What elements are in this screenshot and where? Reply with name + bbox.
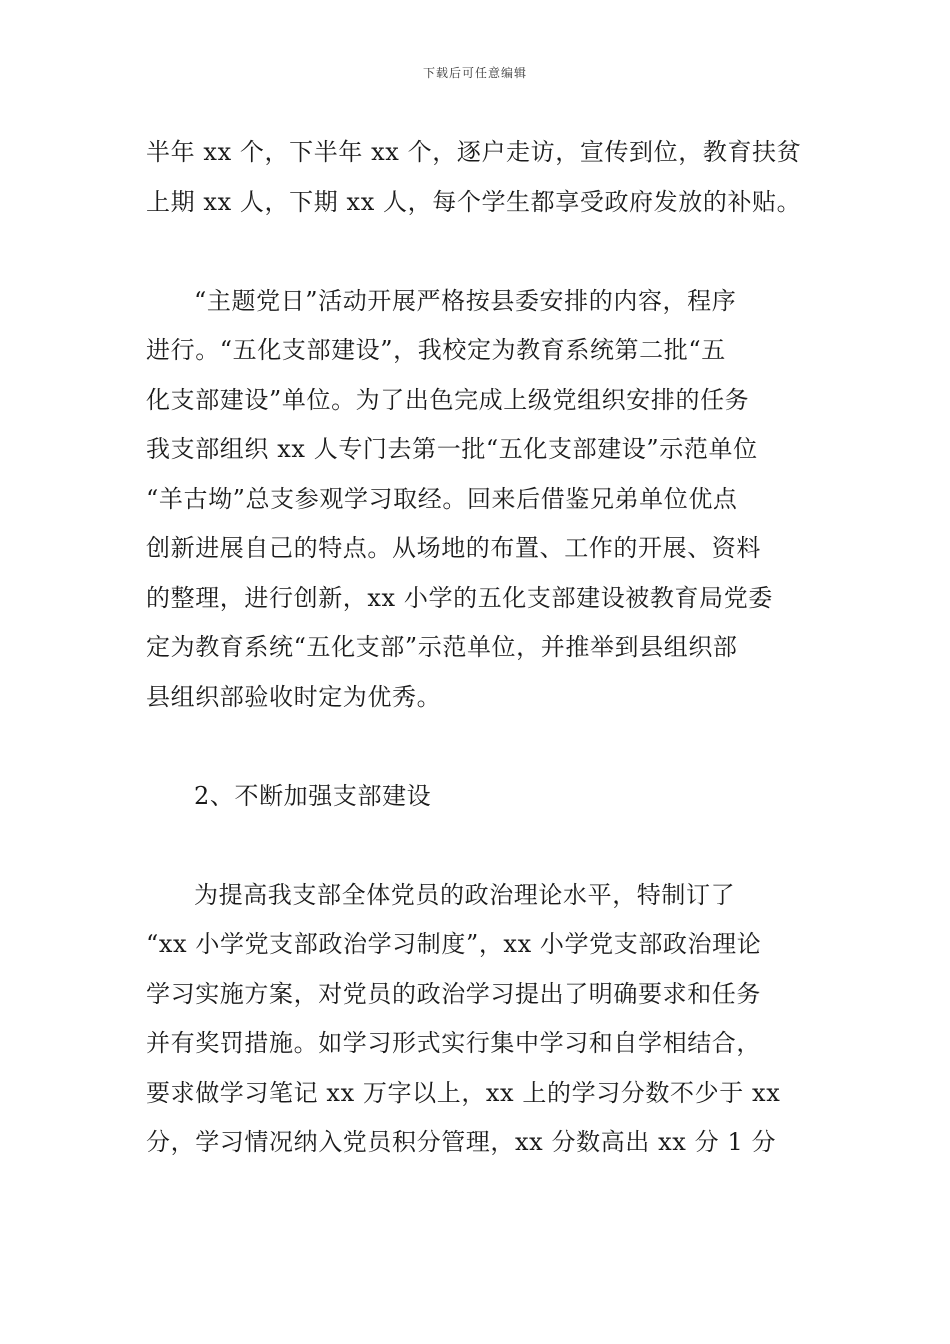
text-line: 定为教育系统“五化支部”示范单位，并推举到县组织部 xyxy=(146,633,738,661)
text-line: “主题党日”活动开展严格按县委安排的内容，程序 xyxy=(194,286,737,315)
section-heading-text: 2、不断加强支部建设 xyxy=(194,781,432,810)
text-line: 分，学习情况纳入党员积分管理，xx 分数高出 xx 分 1 分 xyxy=(146,1128,777,1156)
paragraph-theme-party-day xyxy=(146,277,816,723)
text-line: “xx 小学党支部政治学习制度”，xx 小学党支部政治理论 xyxy=(146,930,762,958)
text-line: 县组织部验收时定为优秀。 xyxy=(146,682,442,711)
text-line: 上期 xx 人，下期 xx 人，每个学生都享受政府发放的补贴。 xyxy=(146,187,802,216)
text-line: 并有奖罚措施。如学习形式实行集中学习和自学相结合， xyxy=(146,1029,761,1057)
text-line: 学习实施方案，对党员的政治学习提出了明确要求和任务 xyxy=(146,979,761,1008)
paragraph-poverty-relief xyxy=(146,128,816,227)
document-body xyxy=(146,128,816,1168)
text-line: 半年 xx 个，下半年 xx 个，逐户走访，宣传到位，教育扶贫 xyxy=(146,138,802,166)
paragraph-gap xyxy=(146,227,816,277)
text-line: 我支部组织 xx 人专门去第一批“五化支部建设”示范单位 xyxy=(146,435,758,463)
text-line: 的整理，进行创新，xx 小学的五化支部建设被教育局党委 xyxy=(146,583,773,612)
section-heading xyxy=(146,772,816,822)
text-line: 要求做学习笔记 xx 万字以上，xx 上的学习分数不少于 xx xyxy=(146,1078,781,1107)
text-line: 为提高我支部全体党员的政治理论水平，特制订了 xyxy=(194,880,736,909)
text-line: “羊古坳”总支参观学习取经。回来后借鉴兄弟单位优点 xyxy=(146,484,738,513)
paragraph-gap xyxy=(146,821,816,871)
page-header: 下载后可任意编辑 xyxy=(422,66,527,80)
paragraph-political-study xyxy=(146,871,816,1168)
text-line: 创新进展自己的特点。从场地的布置、工作的开展、资料 xyxy=(146,534,761,562)
paragraph-gap xyxy=(146,722,816,772)
text-line: 进行。“五化支部建设”，我校定为教育系统第二批“五 xyxy=(146,336,726,364)
text-line: 化支部建设”单位。为了出色完成上级党组织安排的任务 xyxy=(146,385,750,414)
